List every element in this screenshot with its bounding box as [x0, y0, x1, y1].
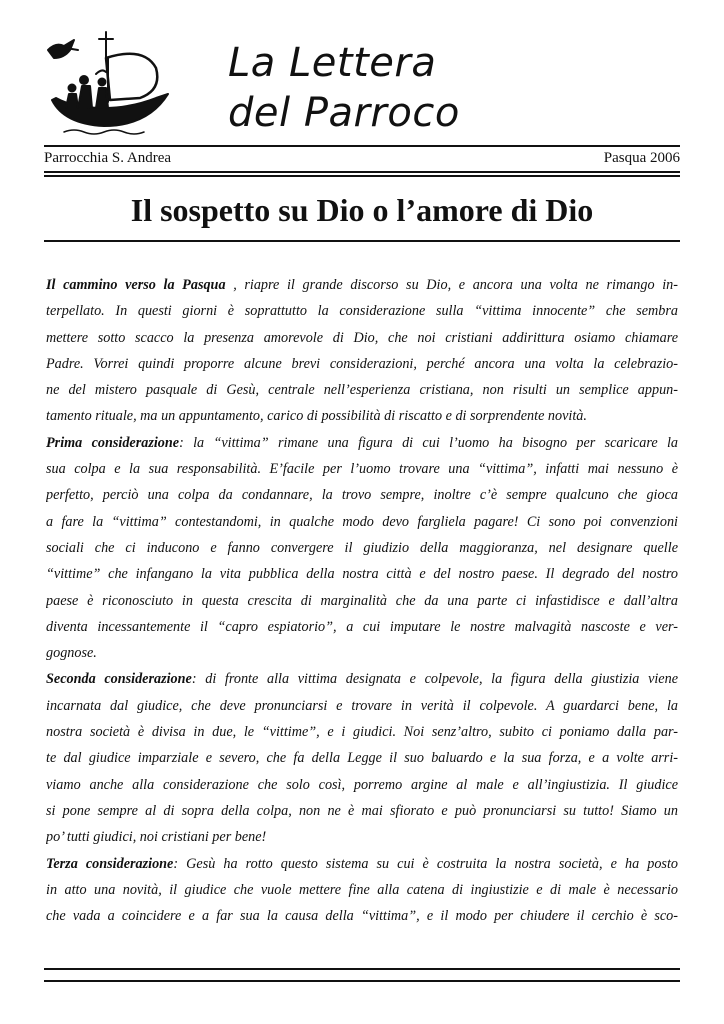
body-line: sua colpa e la sua responsabilità. E’facile per l’uomo trovare una “vittima”, infatti mai nessuno è [46, 461, 678, 478]
header-rule-double-2 [44, 175, 680, 177]
body-line: a fare la “vittima” contestandomi, in qualche modo devo fargliela pagare! Ci sono poi convenzioni [46, 513, 678, 530]
paragraph-lead: Terza considerazione [46, 855, 174, 872]
body-line: te dal giudice imparziale e severo, che fa della Legge il suo baluardo e la sua forza, e a volte arri- [46, 750, 678, 767]
info-bar [44, 148, 680, 168]
paragraph-lead: Prima considerazione [46, 434, 180, 451]
article-title: Il sospetto su Dio o l’amore di Dio [130, 192, 594, 228]
masthead-line-2: del Parroco [228, 90, 460, 136]
parish-logo [44, 28, 174, 140]
body-line: nostra società è divisa in due, le “vittime”, e i giudici. Noi senz’altro, subito ci poniamo dalla par- [46, 724, 678, 741]
body-line: incarnata dal giudice, che deve pronunciarsi e trovare in verità il colpevole. A guardarci bene, la [46, 697, 678, 714]
body-line: in atto una novità, il giudice che vuole mettere fine alla catena di ingiustizie e di male è necessario [46, 881, 678, 898]
body-line: gognose. [46, 645, 97, 662]
header-rule-double-1 [44, 171, 680, 173]
article-body [46, 272, 678, 929]
paragraph-lead: Seconda considerazione [46, 671, 192, 688]
footer-rule-2 [44, 980, 680, 982]
issue-date: Pasqua 2006 [603, 150, 680, 166]
body-line: perfetto, perciò una colpa da condannare, la trovo sempre, inoltre c’è sempre qualcuno che gioca [46, 487, 678, 504]
body-line: ne del mistero pasquale di Gesù, centrale nell’esperienza cristiana, non risulti un semplice appun- [46, 382, 678, 399]
body-line: mettere sotto scacco la presenza amorevole di Dio, che noi cristiani addirittura osiamo chiamare [46, 329, 678, 346]
title-rule [44, 240, 680, 242]
parish-name: Parrocchia S. Andrea [44, 150, 172, 166]
body-line: po’ tutti giudici, noi cristiani per bene! [46, 829, 267, 846]
body-line: Prima considerazione: la “vittima” rimane una figura di cui l’uomo ha bisogno per scaricare la [46, 434, 678, 451]
body-line: “vittime” che infangano la vita pubblica della nostra città e del nostro paese. Il degrado del nostro [46, 566, 678, 583]
body-line: viamo anche alla considerazione che solo così, porremo argine al male e all’ingiustizia. Il giudice [46, 776, 678, 793]
header-rule-top [44, 145, 680, 147]
body-line: terpellato. In questi giorni è soprattutto la considerazione sulla “vittima innocente” che sembra [46, 303, 678, 320]
masthead-title [228, 38, 460, 138]
body-line: tamento rituale, ma un appuntamento, carico di possibilità di riscatto e di sorprendente novità. [46, 408, 587, 425]
body-line: Terza considerazione: Gesù ha rotto questo sistema su cui è costruita la nostra società, e ha posto [46, 855, 678, 872]
body-line: paese è riconosciuto in questa crescita di marginalità che da una parte ci infastidisce e dall’altra [46, 592, 678, 609]
body-line: si pone sempre al di sopra della colpa, non ne è mai sfiorato e può pronunciarsi su tutto! Siamo un [46, 802, 678, 819]
body-line: sociali che ci inducono e fanno convergere il giudizio della maggioranza, nel designare quelle [46, 539, 678, 556]
masthead-line-1: La Lettera [228, 40, 437, 86]
body-line: Seconda considerazione: di fronte alla vittima designata e colpevole, la figura della giustizia viene [46, 671, 678, 688]
body-line: Padre. Vorrei quindi proporre alcune brevi considerazioni, perché ancora una volta la celebrazio- [46, 355, 678, 372]
body-line: Il cammino verso la Pasqua , riapre il grande discorso su Dio, e ancora una volta ne rimango in- [46, 277, 678, 293]
body-line: che vada a coincidere e a far sua la causa della “vittima”, e il modo per chiudere il cerchio è sco- [46, 908, 678, 925]
paragraph-lead: Il cammino verso la Pasqua [46, 277, 226, 293]
footer-rule-1 [44, 968, 680, 970]
body-line: diventa incessantemente il “capro espiatorio”, a cui imputare le nostre malvagità nascoste e ver- [46, 618, 678, 635]
